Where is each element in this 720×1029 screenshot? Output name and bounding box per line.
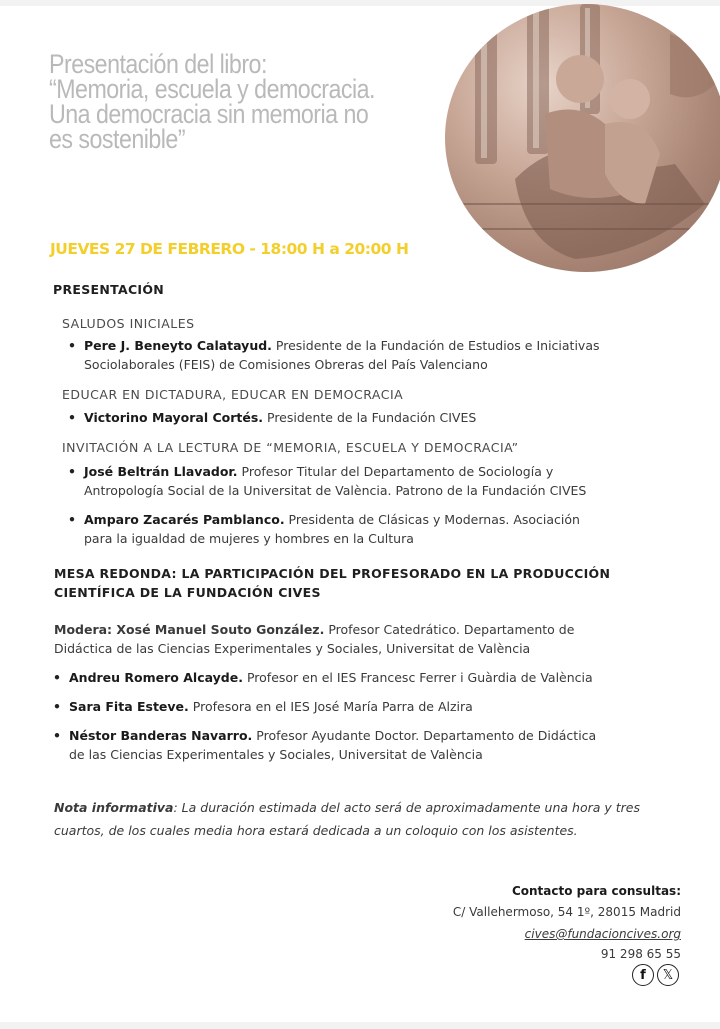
document-page [0,6,720,1022]
saludos-heading: SALUDOS INICIALES [62,316,195,331]
facebook-icon[interactable]: f [632,964,654,986]
list-item: • Andreu Romero Alcayde. Profesor en el IES Francesc Ferrer i Guàrdia de València [53,670,593,685]
list-item: • Sara Fita Esteve. Profesora en el IES José María Parra de Alzira [53,699,473,714]
mesa-heading: MESA REDONDA: LA PARTICIPACIÓN DEL PROFESORADO EN LA PRODUCCIÓN CIENTÍFICA DE LA FUNDACIÓN CIVES [54,566,611,600]
contact-email-link[interactable]: cives@fundacioncives.org [524,927,681,941]
event-datetime: JUEVES 27 DE FEBRERO - 18:00 H a 20:00 H [50,240,409,258]
educar-heading: EDUCAR EN DICTADURA, EDUCAR EN DEMOCRACIA [62,387,404,402]
x-twitter-icon[interactable]: 𝕏 [657,964,679,986]
page-title: Presentación del libro: “Memoria, escuela y democracia. Una democracia sin memoria no es sostenible” [49,49,375,154]
presentacion-heading: PRESENTACIÓN [53,282,165,297]
list-item: • Pere J. Beneyto Calatayud. Presidente de la Fundación de Estudios e Iniciativas Sociolaborales (FEIS) de Comisiones Obreras del País Valenciano [68,338,600,372]
bronze-medal-image [445,4,720,272]
contact-phone: 91 298 65 55 [600,947,681,961]
contact-heading: Contacto para consultas: [511,884,681,898]
contact-address: C/ Vallehermoso, 54 1º, 28015 Madrid [452,905,681,919]
list-item: • Néstor Banderas Navarro. Profesor Ayudante Doctor. Departamento de Didáctica de las Ciencias Experimentales y Sociales, Universitat de València [53,728,597,762]
moderator-info: Modera: Xosé Manuel Souto González. Profesor Catedrático. Departamento de Didáctica de las Ciencias Experimentales y Sociales, Universitat de València [54,622,575,656]
list-item: • José Beltrán Llavador. Profesor Titular del Departamento de Sociología y Antropología Social de la Universitat de València. Patrono de la Fundación CIVES [68,464,587,498]
invitacion-heading: INVITACIÓN A LA LECTURA DE “MEMORIA, ESCUELA Y DEMOCRACIA” [62,440,519,455]
list-item: • Amparo Zacarés Pamblanco. Presidenta de Clásicas y Modernas. Asociación para la igualdad de mujeres y hombres en la Cultura [68,512,580,546]
info-note: Nota informativa: La duración estimada del acto será de aproximadamente una hora y tres cuartos, de los cuales media hora estará dedicada a un coloquio con los asistentes. [54,800,640,838]
list-item: • Victorino Mayoral Cortés. Presidente de la Fundación CIVES [68,410,477,425]
